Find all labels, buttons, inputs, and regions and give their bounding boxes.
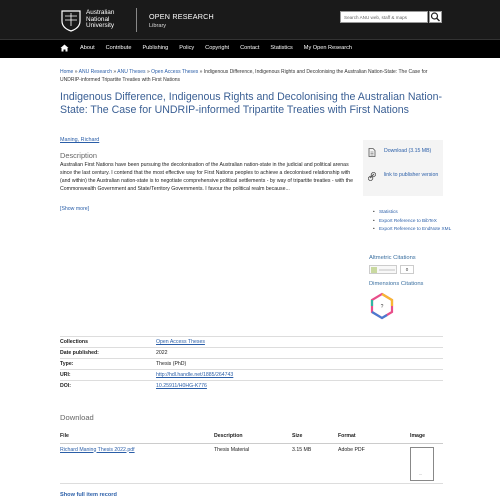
nav-menu [60, 44, 352, 52]
table-row [60, 337, 443, 348]
publisher-version-link[interactable] [368, 172, 442, 181]
file-link[interactable]: Richard Maning Thesis 2022.pdf [60, 446, 135, 453]
file-format: Adobe PDF [338, 443, 410, 483]
nav-statistics[interactable]: Statistics [270, 45, 293, 51]
anu-crest-icon [60, 8, 82, 32]
download-heading: Download [60, 413, 94, 422]
export-list [373, 208, 451, 234]
nav-contribute[interactable]: Contribute [105, 45, 132, 51]
nav-about[interactable]: About [80, 45, 95, 51]
show-full-record-link[interactable]: Show full item record [60, 492, 117, 498]
download-link[interactable] [368, 148, 442, 157]
meta-key: DOI: [60, 381, 156, 392]
col-file: File [60, 430, 214, 443]
link-icon [368, 172, 376, 181]
uri-link[interactable]: http://hdl.handle.net/1885/264743 [156, 372, 234, 378]
metadata-table [60, 336, 443, 392]
search-input[interactable]: Search ANU web, staff & maps [340, 11, 428, 23]
file-size: 3.15 MB [292, 443, 338, 483]
export-endnote-link[interactable]: • Export Reference to EndNote XML [373, 225, 451, 234]
export-bibtex-link[interactable]: • Export Reference to BibTeX [373, 217, 451, 226]
description-heading: Description [60, 151, 97, 160]
table-row [60, 381, 443, 392]
altmetric-badge[interactable] [369, 265, 397, 274]
repository-subtitle: Library [149, 23, 167, 29]
anu-wordmark: Australian National University [86, 9, 115, 30]
table-row [60, 443, 443, 483]
nav-publishing[interactable]: Publishing [142, 45, 169, 51]
thumbnail-text: ... [419, 470, 423, 476]
publisher-link-label[interactable]: link to publisher version [384, 172, 439, 178]
dimensions-heading: Dimensions Citations [369, 281, 424, 287]
meta-key: URI: [60, 370, 156, 381]
download-label[interactable]: Download (3.15 MB) [384, 148, 432, 154]
nav-my-open-research[interactable]: My Open Research [303, 45, 352, 51]
doi-link[interactable]: 10.25911/H0HG-K776 [156, 383, 207, 390]
nav-contact[interactable]: Contact [240, 45, 260, 51]
statistics-link[interactable]: • Statistics [373, 208, 451, 217]
table-row [60, 370, 443, 381]
col-description: Description [214, 430, 292, 443]
table-header [60, 430, 443, 443]
repository-name: OPEN RESEARCH [149, 12, 214, 21]
breadcrumb-anu-research[interactable]: ANU Research [78, 69, 112, 75]
breadcrumb-anu-theses[interactable]: ANU Theses [117, 69, 146, 75]
meta-key: Date published: [60, 348, 156, 359]
breadcrumb-open-access[interactable]: Open Access Theses [151, 69, 199, 75]
dimensions-count: ? [380, 304, 384, 310]
search-icon [430, 12, 441, 22]
col-format: Format [338, 430, 410, 443]
repository-title[interactable] [149, 12, 214, 29]
page-title: Indigenous Difference, Indigenous Rights and Decolonising the Australian Nation-State: The Case for UNDRIP-informed Tripartite Treaties with First Nations [60, 91, 443, 116]
collection-link[interactable]: Open Access Theses [156, 339, 205, 345]
altmetric-count[interactable]: 0 [400, 265, 414, 274]
table-row [60, 348, 443, 359]
file-description: Thesis Material [214, 443, 292, 483]
file-thumbnail[interactable] [410, 447, 434, 481]
breadcrumb-current: Indigenous Difference, Indigenous Rights and Decolonising the Australian Nation-State: The Case for UNDRIP-informed Tripartite Treaties with First Nations [60, 69, 428, 83]
anu-logo[interactable] [60, 7, 130, 33]
home-icon[interactable] [60, 44, 69, 52]
altmetric-heading: Altmetric Citations [369, 255, 416, 261]
breadcrumb: Home » ANU Research » ANU Theses » Open Access Theses » Indigenous Difference, Indigenous Rights and Decolonising the Australian Nation-State: The Case for UNDRIP-informed Tripartite Treaties with First Nations [60, 69, 428, 83]
col-image: Image [410, 430, 443, 443]
table-row [60, 359, 443, 370]
meta-key: Type: [60, 359, 156, 370]
document-icon [368, 148, 376, 157]
meta-key: Collections [60, 337, 156, 348]
files-table [60, 430, 443, 484]
breadcrumb-home[interactable]: Home [60, 69, 74, 75]
description-text: Australian First Nations have been pursuing the decolonisation of the Australian nation-state in the judicial and political arenas since the last century. I contend that the most effective way for First Nations peoples to achieve a decolonised relationship with (and within) the Australian nation-state is to negotiate comprehensive political settlements - by way of tripartite treaties - with the Commonwealth Government and State/Territory Governments. I favour the political realm because... [60, 162, 353, 192]
meta-value: 2022 [156, 348, 443, 359]
altmetric-icon [370, 266, 397, 274]
show-more-link[interactable]: [Show more] [60, 206, 90, 212]
nav-policy[interactable]: Policy [179, 45, 195, 51]
nav-copyright[interactable]: Copyright [205, 45, 230, 51]
meta-value: Thesis (PhD) [156, 359, 443, 370]
author-link[interactable]: Maning, Richard [60, 137, 100, 143]
dimensions-badge[interactable] [368, 291, 396, 321]
header-divider [136, 8, 137, 32]
col-size: Size [292, 430, 338, 443]
search-button[interactable] [429, 11, 442, 23]
